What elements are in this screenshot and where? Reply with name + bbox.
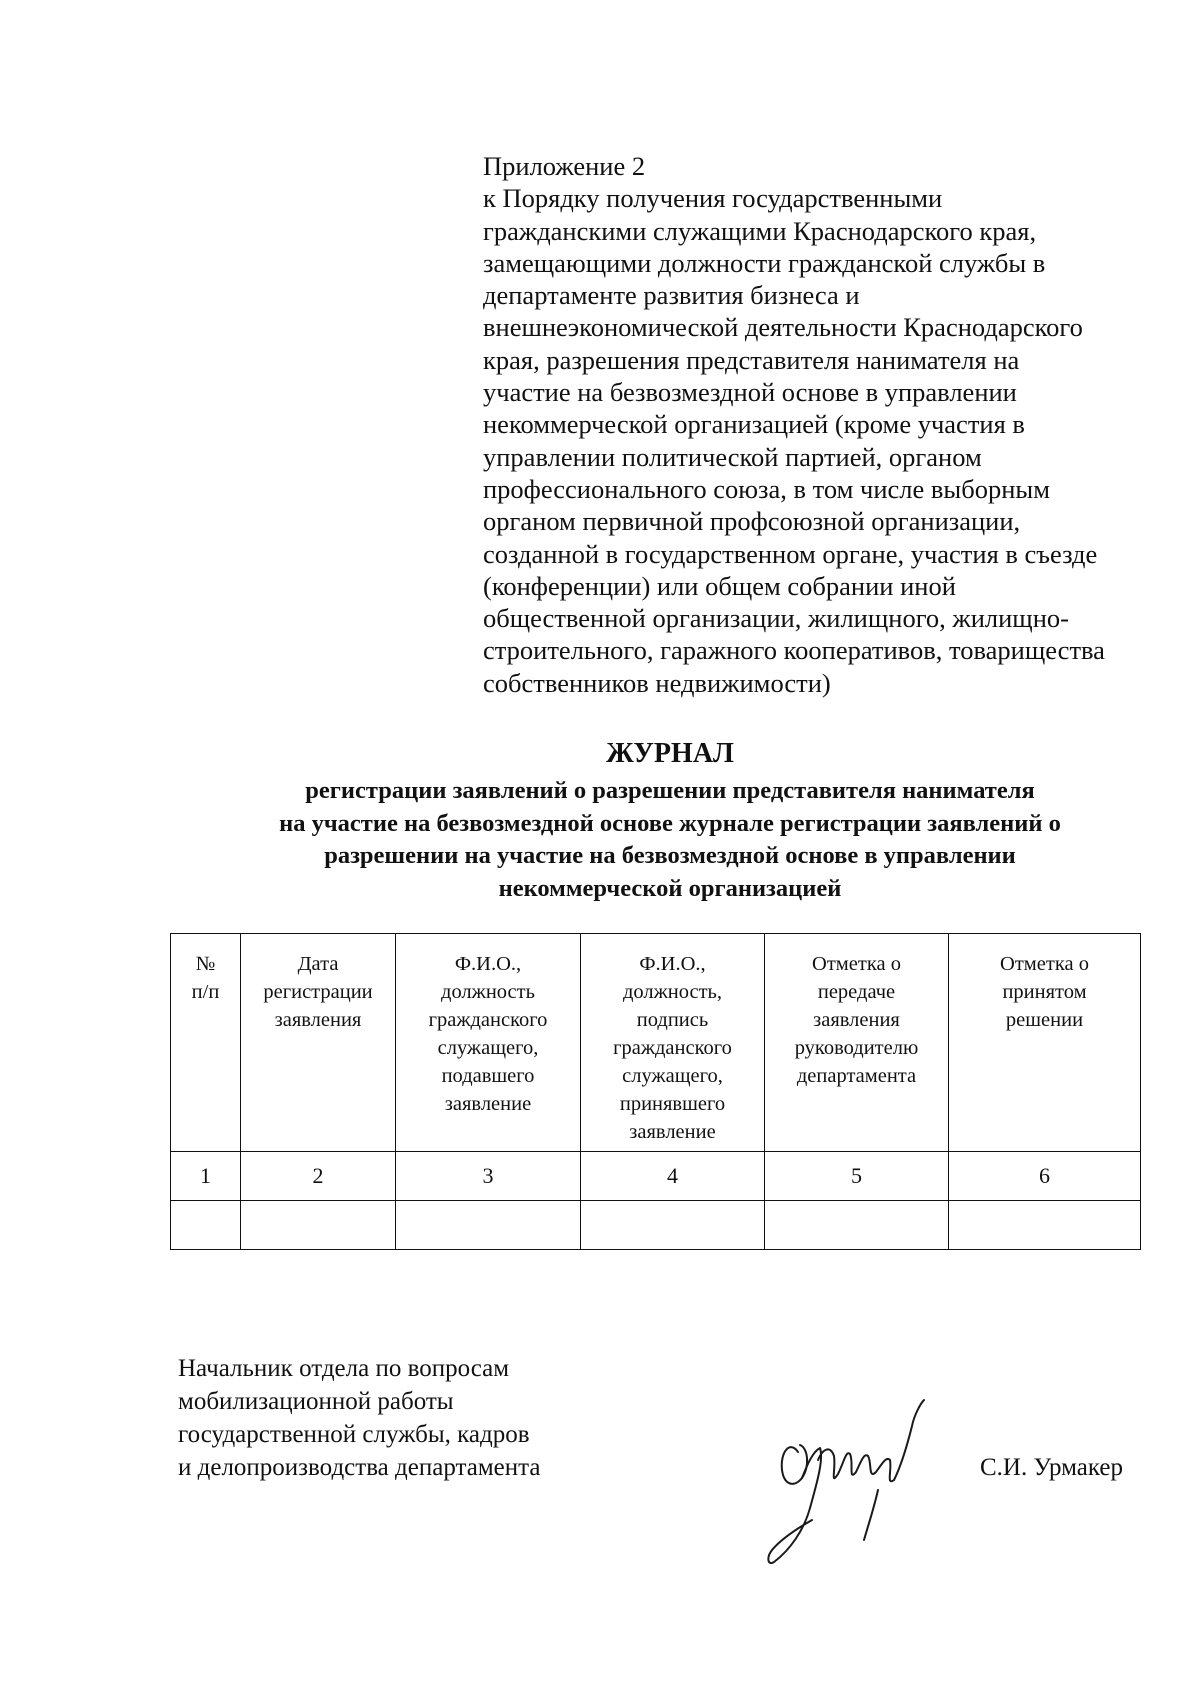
appendix-line: к Порядку получения государственными — [483, 183, 943, 214]
table-cell — [949, 1201, 1141, 1250]
column-number-cell: 4 — [581, 1152, 765, 1201]
header-text: Ф.И.О., — [639, 953, 706, 975]
appendix-line: участие на безвозмездной основе в управлении — [483, 377, 1017, 408]
journal-subtitle-line: некоммерческой организацией — [498, 874, 842, 902]
column-number-row — [171, 1152, 1141, 1201]
appendix-line: профессионального союза, в том числе выборным — [483, 473, 1050, 504]
header-text: Дата — [297, 953, 339, 975]
journal-subtitle-line: на участие на безвозмездной основе журнале регистрации заявлений о — [279, 809, 1061, 837]
header-text: служащего, — [437, 1037, 539, 1059]
signer-position-line: Начальник отдела по вопросам — [178, 1355, 510, 1382]
column-number-cell: 5 — [765, 1152, 949, 1201]
table-header-row — [171, 934, 1141, 1152]
header-text: подавшего — [441, 1065, 535, 1087]
appendix-line: замещающими должности гражданской службы в — [483, 247, 1046, 278]
column-number-cell: 1 — [171, 1152, 241, 1201]
column-header-number — [171, 934, 241, 1152]
header-text: департамента — [796, 1065, 917, 1087]
header-text: № — [195, 953, 216, 975]
appendix-line: созданной в государственном органе, участия в съезде — [483, 538, 1098, 569]
appendix-line: строительного, гаражного кооперативов, товарищества — [483, 635, 1105, 666]
table-row — [171, 1201, 1141, 1250]
signer-position-line: и делопроизводства департамента — [178, 1454, 541, 1481]
appendix-title: Приложение 2 — [483, 151, 646, 181]
journal-title: ЖУРНАЛ — [606, 738, 734, 769]
handwritten-signature — [760, 1390, 930, 1570]
appendix-line: органом первичной профсоюзной организации, — [483, 506, 1021, 537]
appendix-line: департаменте развития бизнеса и — [483, 280, 860, 311]
header-text: Отметка о — [812, 953, 901, 975]
appendix-line: гражданскими служащими Краснодарского края, — [483, 215, 1037, 246]
header-text: должность, — [622, 981, 723, 1003]
table-cell — [581, 1201, 765, 1250]
appendix-line: управлении политической партией, органом — [483, 441, 982, 472]
appendix-line: собственников недвижимости) — [483, 667, 831, 698]
column-header-applicant — [396, 934, 581, 1152]
appendix-block — [483, 150, 1183, 699]
column-number-cell: 2 — [241, 1152, 396, 1201]
column-number-cell: 3 — [396, 1152, 581, 1201]
column-header-registration-date — [241, 934, 396, 1152]
header-text: гражданского — [613, 1037, 732, 1059]
journal-subtitle-line: разрешении на участие на безвозмездной основе в управлении — [324, 842, 1016, 869]
header-text: подпись — [636, 1009, 709, 1031]
journal-subtitle — [170, 775, 1170, 905]
column-number-cell: 6 — [949, 1152, 1141, 1201]
header-text: гражданского — [428, 1009, 548, 1031]
table-cell — [171, 1201, 241, 1250]
header-text: Ф.И.О., — [454, 953, 522, 975]
table-cell — [241, 1201, 396, 1250]
column-header-decision-mark — [949, 934, 1141, 1152]
signer-position-line: мобилизационной работы — [178, 1388, 454, 1415]
signer-position-line: государственной службы, кадров — [178, 1421, 530, 1448]
appendix-line: некоммерческой организацией (кроме участия в — [483, 409, 1025, 440]
appendix-line: (конференции) или общем собрании иной — [483, 570, 956, 601]
header-text: передаче — [817, 981, 896, 1003]
column-header-transfer-mark — [765, 934, 949, 1152]
column-header-receiver — [581, 934, 765, 1152]
signer-position — [178, 1352, 540, 1484]
header-text: регистрации — [263, 981, 373, 1003]
header-text: заявления — [813, 1009, 900, 1031]
table-cell — [765, 1201, 949, 1250]
appendix-line: общественной организации, жилищного, жилищно- — [483, 603, 1069, 634]
header-text: заявления — [274, 1009, 362, 1031]
header-text: служащего, — [622, 1065, 723, 1087]
header-text: принявшего — [619, 1093, 726, 1115]
header-text: решении — [1005, 1009, 1084, 1031]
journal-table — [170, 933, 1141, 1250]
header-text: заявление — [629, 1121, 716, 1143]
header-text: принятом — [1002, 981, 1087, 1003]
signer-name: С.И. Урмакер — [980, 1454, 1123, 1481]
header-text: Отметка о — [1000, 953, 1089, 975]
header-text: должность — [441, 981, 535, 1003]
header-text: п/п — [191, 981, 220, 1003]
header-text: руководителю — [794, 1037, 919, 1059]
appendix-line: внешнеэкономической деятельности Краснодарского — [483, 312, 1083, 343]
table-cell — [396, 1201, 581, 1250]
appendix-line: края, разрешения представителя нанимателя на — [483, 344, 1020, 375]
header-text: заявление — [444, 1093, 532, 1115]
journal-subtitle-line: регистрации заявлений о разрешении представителя нанимателя — [305, 777, 1035, 804]
